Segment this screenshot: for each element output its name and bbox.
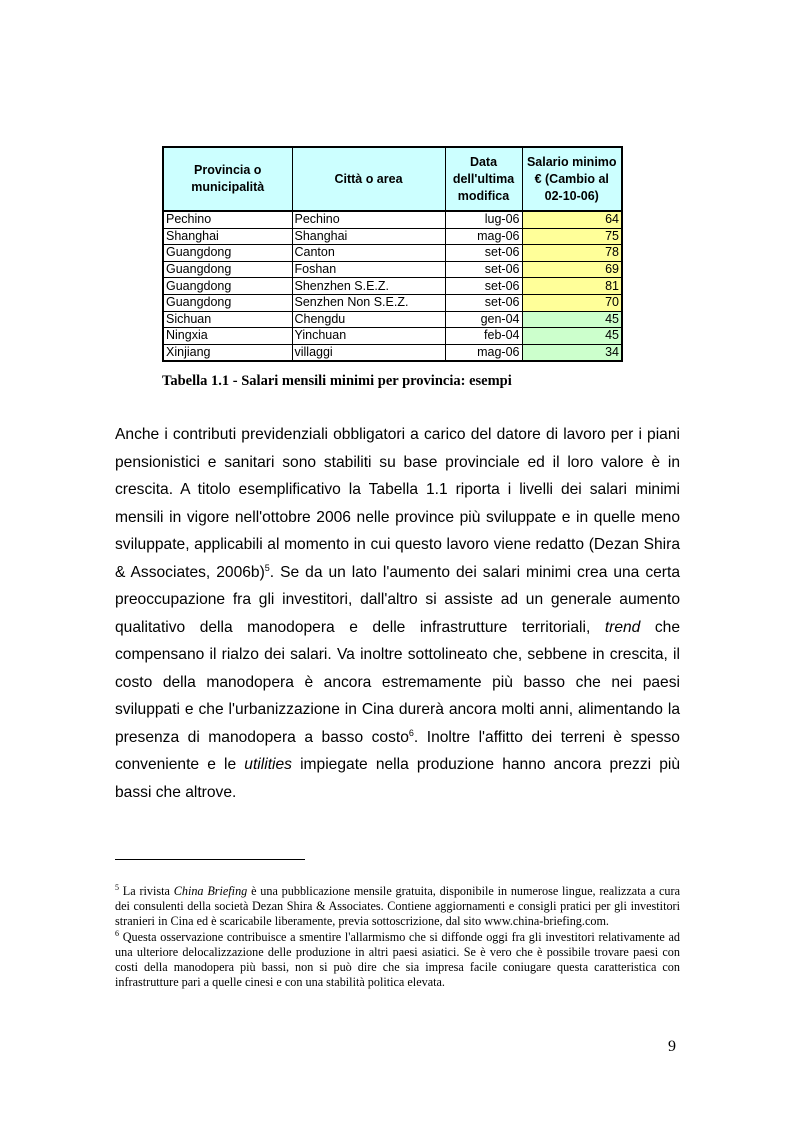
- cell-data: feb-04: [445, 328, 522, 345]
- table-row: [163, 344, 622, 361]
- cell-citta: Shenzhen S.E.Z.: [292, 278, 445, 295]
- table-header-row: [163, 147, 622, 211]
- table-row: [163, 245, 622, 262]
- body-text-part: . Inoltre l'affitto dei terreni è spesso conveniente e le: [115, 728, 680, 773]
- header-data: Data dell'ultima modifica: [445, 147, 522, 211]
- header-provincia: Provincia o municipalità: [163, 147, 292, 211]
- footnote-text: La rivista: [119, 884, 174, 898]
- cell-citta: Yinchuan: [292, 328, 445, 345]
- cell-citta: Senzhen Non S.E.Z.: [292, 294, 445, 311]
- cell-provincia: Ningxia: [163, 328, 292, 345]
- table-row: [163, 311, 622, 328]
- cell-data: mag-06: [445, 228, 522, 245]
- table-row: [163, 294, 622, 311]
- cell-salario: 34: [522, 344, 622, 361]
- cell-citta: Chengdu: [292, 311, 445, 328]
- cell-provincia: Sichuan: [163, 311, 292, 328]
- emphasis-utilities: utilities: [244, 756, 292, 773]
- footnotes: [115, 884, 680, 990]
- body-text-part: che compensano il rialzo dei salari. Va inoltre sottolineato che, sebbene in crescita, il costo della manodopera è ancora estremamente più basso che nei paesi sviluppati e che l'urbanizzazione in Cina durerà ancora molti anni, alimentando la presenza di manodopera a basso costo: [115, 618, 680, 746]
- header-citta: Città o area: [292, 147, 445, 211]
- cell-salario: 70: [522, 294, 622, 311]
- footnote-separator: [115, 859, 305, 860]
- footnote-text: è una pubblicazione mensile gratuita, disponibile in numerose lingue, realizzata a cura dei consulenti della società Dezan Shira & Associates. Contiene aggiornamenti e consigli pratici per gli investitori stranieri in Cina ed è scaricabile liberamente, previa sottoscrizione, dal sito www.china-briefing.com.: [115, 884, 680, 929]
- cell-provincia: Guangdong: [163, 261, 292, 278]
- emphasis-trend: trend: [604, 618, 641, 636]
- cell-provincia: Shanghai: [163, 228, 292, 245]
- cell-citta: Foshan: [292, 261, 445, 278]
- cell-data: mag-06: [445, 344, 522, 361]
- cell-data: gen-04: [445, 311, 522, 328]
- footnote-6: [115, 930, 680, 991]
- table-body: [163, 211, 622, 361]
- footnote-number: 6: [115, 928, 119, 938]
- cell-provincia: Guangdong: [163, 278, 292, 295]
- cell-salario: 69: [522, 261, 622, 278]
- cell-provincia: Xinjiang: [163, 344, 292, 361]
- minimum-wage-table: [162, 146, 623, 362]
- footnote-text: Questa osservazione contribuisce a smentire l'allarmismo che si diffonde oggi fra gli investitori relativamente ad una ulteriore delocalizzazione delle produzione in altri paesi asiatici. Se è vero che è possibile trovare paesi con costi della manodopera più bassi, non si può dire che sia impresa facile coniugare questa caratteristica con infrastrutture pari a quelle cinesi e con una stabilità politica elevata.: [115, 929, 680, 990]
- cell-citta: villaggi: [292, 344, 445, 361]
- table-row: [163, 228, 622, 245]
- body-text-part: impiegate nella produzione hanno ancora prezzi più bassi che altrove.: [115, 756, 681, 801]
- body-text-part: Anche i contributi previdenziali obbligatori a carico del datore di lavoro per i piani pensionistici e sanitari sono stabiliti su base provinciale ed il loro valore è in crescita. A titolo esemplificativo la Tabella 1.1 riporta i livelli dei salari minimi mensili in vigore nell'ottobre 2006 nelle province più sviluppate e in quelle meno sviluppate, applicabili al momento in cui questo lavoro viene redatto (Dezan Shira & Associates, 2006b): [115, 426, 680, 581]
- cell-provincia: Guangdong: [163, 294, 292, 311]
- footnote-ref-6: 6: [408, 727, 414, 738]
- table-row: [163, 328, 622, 345]
- footnote-5: [115, 884, 680, 930]
- footnote-emphasis: China Briefing: [173, 884, 248, 898]
- table-row: [163, 261, 622, 278]
- body-text-part: . Se da un lato l'aumento dei salari minimi crea una certa preoccupazione fra gli investitori, dall'altro si assiste ad un generale aumento qualitativo della manodopera e delle infrastrutture territoriali,: [115, 563, 680, 636]
- cell-provincia: Pechino: [163, 211, 292, 228]
- cell-salario: 81: [522, 278, 622, 295]
- cell-data: lug-06: [445, 211, 522, 228]
- cell-data: set-06: [445, 278, 522, 295]
- cell-provincia: Guangdong: [163, 245, 292, 262]
- footnote-ref-5: 5: [264, 562, 270, 573]
- cell-salario: 78: [522, 245, 622, 262]
- cell-citta: Shanghai: [292, 228, 445, 245]
- cell-salario: 64: [522, 211, 622, 228]
- page-number: 9: [668, 1038, 676, 1055]
- header-salario: Salario minimo € (Cambio al 02-10-06): [522, 147, 622, 211]
- cell-salario: 45: [522, 328, 622, 345]
- table-row: [163, 278, 622, 295]
- footnote-number: 5: [115, 882, 119, 892]
- cell-data: set-06: [445, 294, 522, 311]
- cell-salario: 45: [522, 311, 622, 328]
- cell-citta: Pechino: [292, 211, 445, 228]
- cell-data: set-06: [445, 245, 522, 262]
- cell-salario: 75: [522, 228, 622, 245]
- body-paragraph: [115, 421, 680, 806]
- cell-data: set-06: [445, 261, 522, 278]
- table-row: [163, 211, 622, 228]
- cell-citta: Canton: [292, 245, 445, 262]
- table-caption: Tabella 1.1 - Salari mensili minimi per provincia: esempi: [162, 373, 512, 389]
